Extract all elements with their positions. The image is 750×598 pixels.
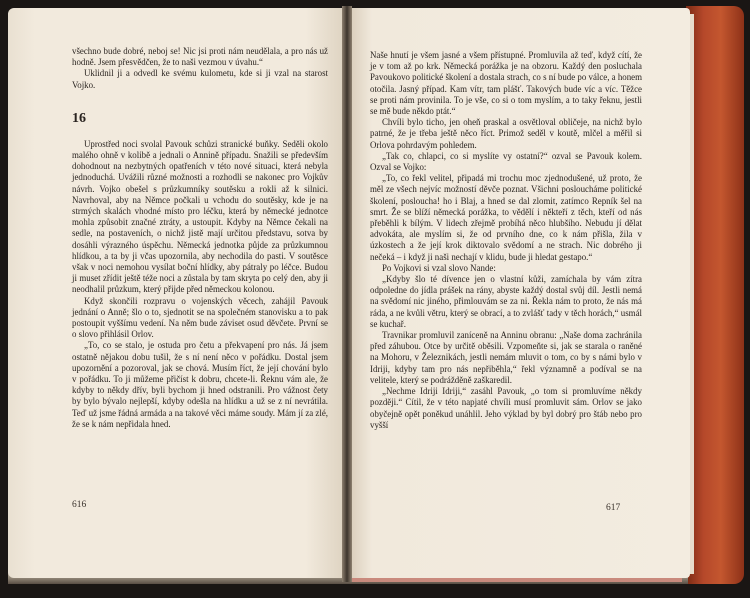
right-text-column: [370, 50, 642, 431]
paragraph: „To, co se stalo, je ostuda pro četu a překvapení pro nás. Já jsem ostatně nějakou dobu tušil, že s ní není něco v pořádku. Dostal jsem upozornění a pozoroval, jak se chová. Musím říct, že její chování bylo v pořádku. To ji můžeme přičíst k dobru, chcete-li. Řeknu vám ale, že kdyby to někdy dřív, byli bychom ji hned odstranili. Pro vážnost čety by bylo bývalo nejlepší, kdyby odešla na hlídku a už se z ní nevrátila. Teď už jsme řádná armáda a na takové věci máme soudy. Mám jí za zlé, že se k nám nepřidala hned.: [72, 340, 328, 429]
paragraph: Uklidnil ji a odvedl ke svému kulometu, kde si ji vzal na starost Vojko.: [72, 68, 328, 90]
paragraph: Chvíli bylo ticho, jen oheň praskal a osvětloval obličeje, na nichž bylo patrné, že je třeba ještě něco říct. Primož seděl v koutě, mlčel a měřil si Orlova pohrdavým pohledem.: [370, 117, 642, 150]
paragraph: „To, co řekl velitel, připadá mi trochu moc zjednodušené, už proto, že měl ze všech nejvíc možností děvče poznat. Všichni posloucháme politické školení, posloucha! ho i Blaj, a hned se dal zlomit, zatímco Repník šel na smrt. Že se blíží německá porážka, to vědělí i někteří z těch, kteří od nás přeběhli k bílým. V lidech zřejmě probíhá něco hlubšího. Nebudu jí dělat advokáta, ale myslím si, že od prvního dne, co k nám přišla, žila v úzkostech a že její krok diktovalo svědomí a ne strach. Nic dobrého ji nečeká – i když ji naši nechají v klidu, bude ji hledat gestapo.“: [370, 173, 642, 262]
paragraph: Když skončili rozpravu o vojenských věcech, zahájil Pavouk jednání o Anně; šlo o to, sjednotit se na společném stanovisku a to pak postoupit vyššímu vedení. Na něm bude záviset osud děvčete. První se o slovo přihlásil Orlov.: [72, 295, 328, 340]
paragraph: všechno bude dobré, neboj se! Nic jsi proti nám neudělala, a pro nás už hodně. Jsem přesvědčen, že to naši vezmou v úvahu.“: [72, 46, 328, 68]
left-text-column: [72, 46, 328, 430]
right-page: [348, 8, 690, 578]
book-cover-edge: [686, 6, 744, 584]
book-gutter: [342, 6, 352, 582]
paragraph: Uprostřed noci svolal Pavouk schůzi stranické buňky. Seděli okolo malého ohně v kolibě a jednali o Annině případu. Snažili se především dohodnout na nezbytných opatřeních v této nové situaci, která nebyla jednoduchá. Uvážili různé možnosti a rozhodli se nakonec pro Vojkův návrh. Vojko obešel s průzkumníky soutěsku a rokli až k silnici. Navrhoval, aby na Němce počkali u vchodu do soutěsky, kde je na strmých skalách vhodné místo pro léčku, která by německé jednotce mohla způsobit značné ztráty, a ustoupit. Kdyby na Němce čekali na sedle, na postaveních, o nichž jistě mají určitou představu, sotva by dosáhli výrazného úspěchu. Německá jednotka půjde za průzkumnou hlídkou, a ta by ji včas upozornila, aby nechodila do pasti. V soutěsce však v noci nemohou vysílat boční hlídky, aby pátraly po léčce. Budou ji muset zřídit ještě téže noci a zůstala by tam skryta po celý den, aby ji neodhalil průzkum, který přijde před německou kolonou.: [72, 138, 328, 295]
left-page: [8, 8, 346, 578]
chapter-number: 16: [72, 110, 86, 126]
paragraph: „Tak co, chlapci, co si myslíte vy ostatní?“ ozval se Pavouk kolem. Ozval se Vojko:: [370, 150, 642, 173]
paragraph: Naše hnutí je všem jasné a všem přístupné. Promluvila až teď, když cítí, že je v tom až po krk. Německá porážka je na obzoru. Každý den posluchala Pavoukovo politické školení a dostala strach, co s ní bude po válce, a honem otočila. Jasný případ. Kam vítr, tam plášť. Takových bude víc a víc. Těžce se proti nám provinila. To je vše, co si o tom myslím, a to taky řeknu, jestli se mě bude někdo ptát.“: [370, 50, 642, 117]
paragraph: Travnikar promluvil zaníceně na Anninu obranu: „Naše doma zachránila před záhubou. Otce by určitě oběsili. Vzpomeňte si, jak se starala o raněné na Mohoru, v Železnikách, jestli nemám mluvit o tom, co by s námi bylo v Idriji, kdyby tam pro nás nepřiběhla,“ řekl významně a podíval se na velitele, který se podrážděně zaškaredil.: [370, 330, 642, 385]
paragraph: „Nechme Idriji Idriji,“ zasáhl Pavouk, „o tom si promluvíme někdy později.“ Cítil, že v této napjaté chvíli musí promluvit sám. Orlov se jako obyčejně opět poněkud unáhlil. Jeho výklad by byl dobrý pro štáb nebo pro vyšší: [370, 386, 642, 430]
page-number-right: 617: [606, 503, 621, 513]
paragraph: „Kdyby šlo té dívence jen o vlastní kůži, zamíchala by vám zítra odpoledne do jídla prášek na rány, abyste každý dostal svůj díl. Jestli nemá na svědomí nic jiného, přimlouvám se za ni. Řekla nám to proto, že nás má ráda, a ne kvůli větru, který se obrací, a to zvlášť tady v těch horách,“ usmál se kuchař.: [370, 274, 642, 329]
page-number-left: 616: [72, 500, 87, 510]
paragraph: Po Vojkovi si vzal slovo Nande:: [382, 262, 496, 273]
